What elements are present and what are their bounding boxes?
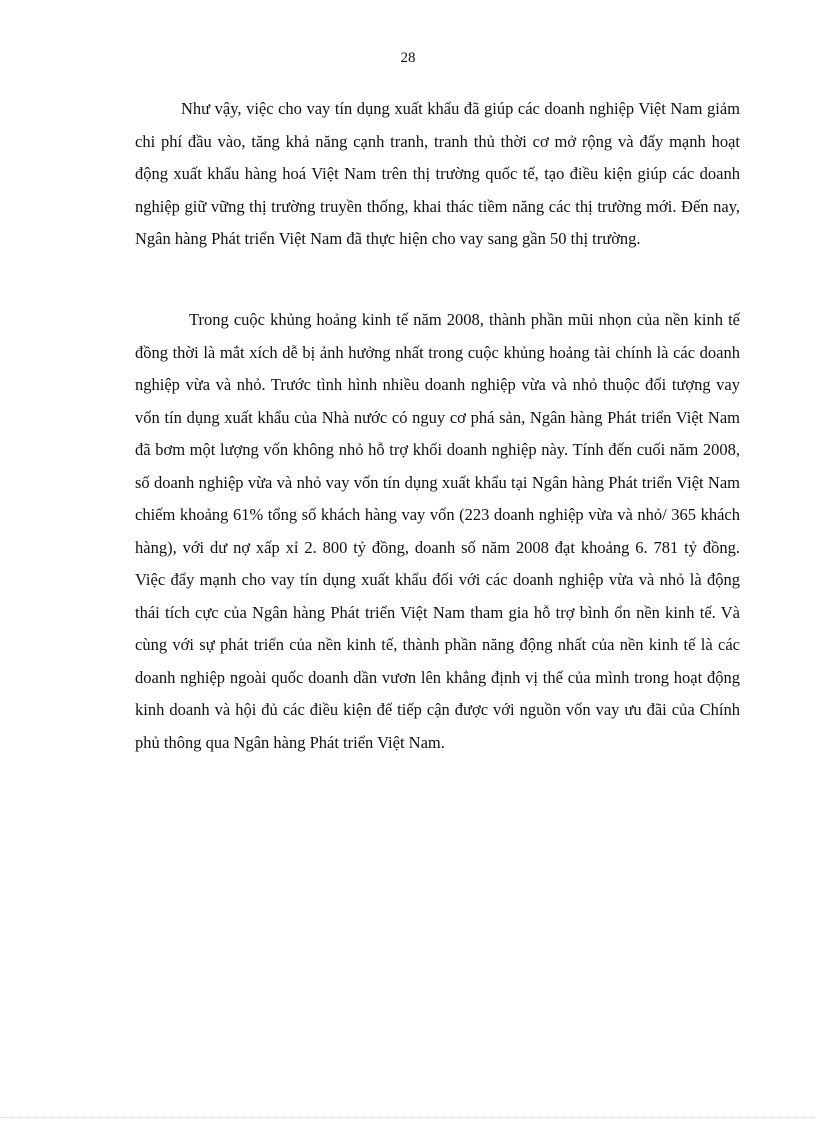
- paragraph-financial-crisis-sme: Trong cuộc khủng hoảng kinh tế năm 2008, thành phần mũi nhọn của nền kinh tế đồng thời là mắt xích dễ bị ảnh hưởng nhất trong cuộc khủng hoảng tài chính là các doanh nghiệp vừa và nhỏ. Trước tình hình nhiều doanh nghiệp vừa và nhỏ thuộc đối tượng vay vốn tín dụng xuất khẩu của Nhà nước có nguy cơ phá sản, Ngân hàng Phát triển Việt Nam đã bơm một lượng vốn không nhỏ hỗ trợ khối doanh nghiệp này. Tính đến cuối năm 2008, số doanh nghiệp vừa và nhỏ vay vốn tín dụng xuất khẩu tại Ngân hàng Phát triển Việt Nam chiếm khoảng 61% tổng số khách hàng vay vốn (223 doanh nghiệp vừa và nhỏ/ 365 khách hàng), với dư nợ xấp xỉ 2. 800 tỷ đồng, doanh số năm 2008 đạt khoảng 6. 781 tỷ đồng. Việc đẩy mạnh cho vay tín dụng xuất khẩu đối với các doanh nghiệp vừa và nhỏ là động thái tích cực của Ngân hàng Phát triển Việt Nam tham gia hỗ trợ bình ổn nền kinh tế. Và cùng với sự phát triển của nền kinh tế, thành phần năng động nhất của nền kinh tế là các doanh nghiệp ngoài quốc doanh dần vươn lên khẳng định vị thế của mình trong hoạt động kinh doanh và hội đủ các điều kiện để tiếp cận được với nguồn vốn vay ưu đãi của Chính phủ thông qua Ngân hàng Phát triển Việt Nam.: [135, 310, 740, 752]
- page-bottom-divider: [0, 1117, 816, 1118]
- page-number: 28: [400, 50, 416, 66]
- paragraph-export-credit-benefits: Như vậy, việc cho vay tín dụng xuất khẩu đã giúp các doanh nghiệp Việt Nam giảm chi phí đầu vào, tăng khả năng cạnh tranh, tranh thủ thời cơ mở rộng và đẩy mạnh hoạt động xuất khẩu hàng hoá Việt Nam trên thị trường quốc tế, tạo điều kiện giúp các doanh nghiệp giữ vững thị trường truyền thống, khai thác tiềm năng các thị trường mới. Đến nay, Ngân hàng Phát triển Việt Nam đã thực hiện cho vay sang gần 50 thị trường.: [135, 99, 740, 248]
